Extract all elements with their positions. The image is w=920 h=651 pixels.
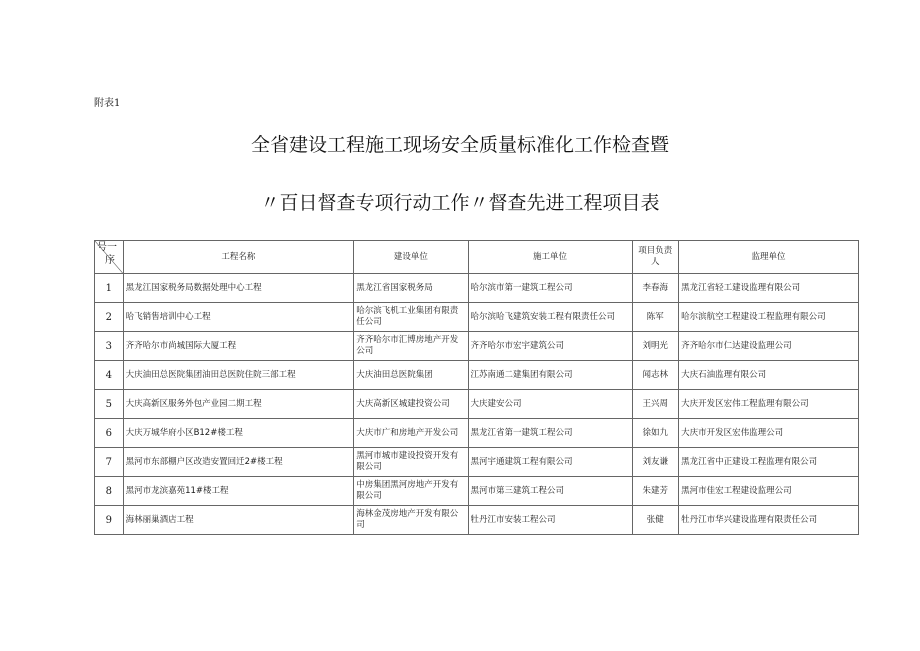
cell-project-manager: 王兴周 [632, 390, 679, 419]
header-developer: 建设单位 [354, 241, 468, 274]
table-row [95, 506, 859, 535]
cell-developer: 大庆高新区城建投资公司 [354, 390, 468, 419]
table-row [95, 477, 859, 506]
cell-supervisor: 哈尔滨航空工程建设工程监理有限公司 [679, 303, 859, 332]
cell-project-name: 哈飞销售培训中心工程 [123, 303, 354, 332]
project-table [94, 240, 859, 535]
header-serial-bottom: 序 [105, 255, 115, 266]
cell-contractor: 牡丹江市安装工程公司 [468, 506, 632, 535]
cell-serial: 8 [95, 477, 124, 506]
cell-project-name: 齐齐哈尔市尚城国际大厦工程 [123, 332, 354, 361]
cell-project-name: 大庆万城华府小区B12#楼工程 [123, 419, 354, 448]
table-row [95, 303, 859, 332]
cell-project-name: 黑龙江国家税务局数据处理中心工程 [123, 274, 354, 303]
header-supervisor: 监理单位 [679, 241, 859, 274]
cell-project-manager: 朱建芳 [632, 477, 679, 506]
cell-contractor: 齐齐哈尔市宏宇建筑公司 [468, 332, 632, 361]
cell-serial: 5 [95, 390, 124, 419]
cell-project-name: 海林丽巢酒店工程 [123, 506, 354, 535]
cell-developer: 哈尔滨飞机工业集团有限责任公司 [354, 303, 468, 332]
cell-supervisor: 大庆石油监理有限公司 [679, 361, 859, 390]
cell-project-name: 大庆油田总医院集团油田总医院住院三部工程 [123, 361, 354, 390]
cell-contractor: 哈尔滨哈飞建筑安装工程有限责任公司 [468, 303, 632, 332]
cell-project-name: 大庆高新区服务外包产业园二期工程 [123, 390, 354, 419]
table-row [95, 332, 859, 361]
cell-supervisor: 黑龙江省轻工建设监理有限公司 [679, 274, 859, 303]
header-project-manager: 项目负责人 [632, 241, 679, 274]
cell-serial: 9 [95, 506, 124, 535]
header-serial [95, 241, 124, 274]
header-project-name: 工程名称 [123, 241, 354, 274]
cell-contractor: 黑河宇通建筑工程有限公司 [468, 448, 632, 477]
header-contractor: 施工单位 [468, 241, 632, 274]
cell-project-manager: 刘明光 [632, 332, 679, 361]
cell-developer: 黑河市城市建设投资开发有限公司 [354, 448, 468, 477]
cell-serial: 2 [95, 303, 124, 332]
attachment-label: 附表1 [94, 98, 121, 109]
cell-serial: 1 [95, 274, 124, 303]
cell-contractor: 黑龙江省第一建筑工程公司 [468, 419, 632, 448]
cell-developer: 中房集团黑河房地产开发有限公司 [354, 477, 468, 506]
page-title-line-1: 全省建设工程施工现场安全质量标准化工作检查暨 [250, 134, 669, 156]
cell-project-manager: 刘友谦 [632, 448, 679, 477]
cell-serial: 3 [95, 332, 124, 361]
cell-project-name: 黑河市东部棚户区改造安置回迁2#楼工程 [123, 448, 354, 477]
cell-developer: 大庆油田总医院集团 [354, 361, 468, 390]
cell-serial: 6 [95, 419, 124, 448]
table-row [95, 390, 859, 419]
table-row [95, 448, 859, 477]
header-serial-top: 号一 [97, 242, 117, 253]
cell-contractor: 哈尔滨市第一建筑工程公司 [468, 274, 632, 303]
cell-serial: 7 [95, 448, 124, 477]
cell-contractor: 大庆建安公司 [468, 390, 632, 419]
cell-project-manager: 张健 [632, 506, 679, 535]
cell-supervisor: 牡丹江市华兴建设监理有限责任公司 [679, 506, 859, 535]
cell-supervisor: 黑河市佳宏工程建设监理公司 [679, 477, 859, 506]
cell-project-manager: 徐如九 [632, 419, 679, 448]
cell-serial: 4 [95, 361, 124, 390]
table-row [95, 419, 859, 448]
cell-supervisor: 大庆开发区宏伟工程监理有限公司 [679, 390, 859, 419]
cell-supervisor: 黑龙江省中正建设工程监理有限公司 [679, 448, 859, 477]
cell-project-manager: 李春海 [632, 274, 679, 303]
table-row [95, 274, 859, 303]
table-row [95, 361, 859, 390]
cell-developer: 齐齐哈尔市汇博房地产开发公司 [354, 332, 468, 361]
cell-developer: 大庆市广和房地产开发公司 [354, 419, 468, 448]
cell-contractor: 黑河市第三建筑工程公司 [468, 477, 632, 506]
cell-project-name: 黑河市龙滨嘉苑11#楼工程 [123, 477, 354, 506]
cell-supervisor: 齐齐哈尔市仁达建设监理公司 [679, 332, 859, 361]
cell-developer: 海林金茂房地产开发有限公司 [354, 506, 468, 535]
cell-project-manager: 闻志林 [632, 361, 679, 390]
cell-project-manager: 陈军 [632, 303, 679, 332]
cell-developer: 黑龙江省国家税务局 [354, 274, 468, 303]
cell-contractor: 江苏南通二建集团有限公司 [468, 361, 632, 390]
cell-supervisor: 大庆市开发区宏伟监理公司 [679, 419, 859, 448]
page-title-line-2: 〃百日督查专项行动工作〃督查先进工程项目表 [260, 192, 660, 214]
table-header-row [95, 241, 859, 274]
